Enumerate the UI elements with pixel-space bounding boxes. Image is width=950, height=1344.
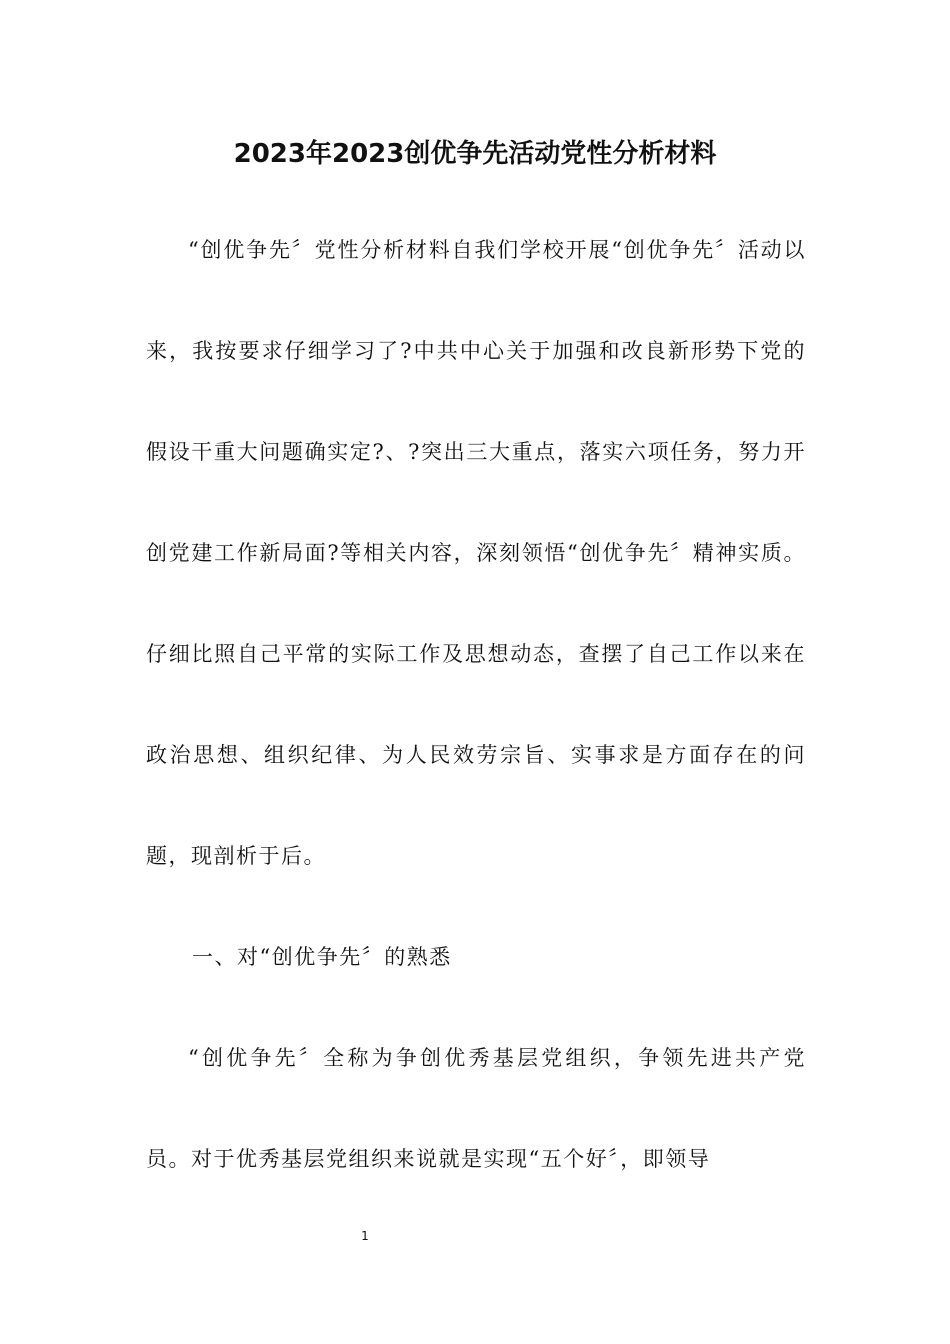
document-title: 2023年2023创优争先活动党性分析材料 xyxy=(233,139,717,169)
paragraph-intro: “创优争先〞党性分析材料自我们学校开展“创优争先〞活动以来，我按要求仔细学习了?中共中心关于加强和改良新形势下党的假设干重大问题确实定?、?突出三大重点，落实六项任务，努力开创党建工作新局面?等相关内容，深刻领悟“创优争先〞精神实质。仔细比照自己平常的实际工作及思想动态，查摆了自己工作以来在政治思想、组织纪律、为人民效劳宗旨、实事求是方面存在的问题，现剖析于后。 xyxy=(146,238,806,868)
document-body xyxy=(146,200,806,1210)
section-heading-1: 一、对“创优争先〞的熟悉 xyxy=(192,945,452,969)
page-number: 1 xyxy=(361,1229,369,1243)
paragraph-definition: “创优争先〞全称为争创优秀基层党组织，争领先进共产党员。对于优秀基层党组织来说就是实现“五个好〞，即领导 xyxy=(146,1046,806,1171)
